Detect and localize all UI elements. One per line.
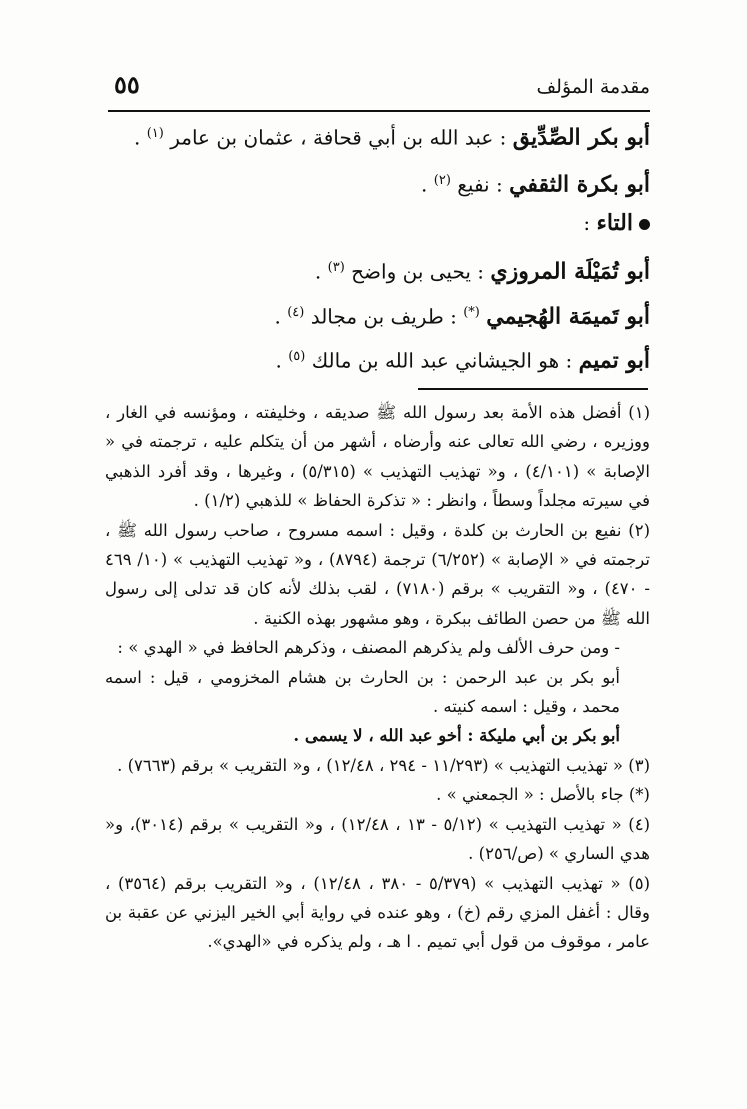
entry-line: أبو بكر الصِّدِّيق : عبد الله بن أبي قحافة ، عثمان بن عامر $^{(١)}$ . [133, 124, 650, 151]
footnote-1: (١) أفضل هذه الأمة بعد رسول الله ﷺ صديقه ، وخليفته ، ومؤنسه في الغار ، ووزيره ، رضي الله تعالى عنه وأرضاه ، أشهر من أن يتكلم عليه ، ترجمته في « الإصابة » (٤/١٠١) ، و« تهذيب التهذيب » (٥/٣١٥) ، وغيرها ، وقد أفرد الذهبي في سيرته مجلداً وسطاً ، وانظر : « تذكرة الحفاظ » للذهبي (١/٢) . [105, 403, 650, 511]
entry-name: أبو بكر الصِّدِّيق [512, 124, 650, 151]
entry-line: أبو بكرة الثقفي : نفيع $^{(٢)}$ . [421, 171, 650, 198]
footnote-ref: (٣) [327, 260, 345, 275]
footnote-3: (٣) « تهذيب التهذيب » (١١/٢٩٣ - ٢٩٤ ، ١٢/٤٨) ، و« التقريب » برقم (٧٦٦٣) . [117, 755, 650, 775]
header-title: مقدمة المؤلف [536, 76, 650, 98]
entry-text: : طريف بن مجالد [304, 304, 464, 329]
footnote-star: (*) جاء بالأصل : « الجمعني » . [436, 785, 650, 805]
footnote-ref: (٤) [287, 305, 305, 320]
page-number: ٥٥ [114, 70, 140, 99]
entry-name: أبو بكرة الثقفي [509, 171, 650, 198]
entry-name: أبو تُمَيْلَة المروزي [490, 258, 650, 285]
footnote-ref: (٢) [433, 173, 451, 188]
star-note-ref: (*) [463, 305, 480, 320]
footnotes [105, 398, 650, 957]
entry-name: أبو تَميمَة الهُجيمي [486, 303, 650, 330]
footnote-ref: (١) [146, 126, 164, 141]
section-letter: التاء [596, 210, 633, 236]
footnote-entry: أبو بكر بن أبي مليكة : أخو عبد الله ، لا يسمى . [293, 726, 620, 746]
running-header [108, 70, 650, 106]
entry-name: أبو تميم [578, 347, 650, 374]
entry-line: أبو تَميمَة الهُجيمي (*) : طريف بن مجالد $^{(٤)}$ . [274, 303, 650, 330]
section-heading: التاء : [120, 209, 650, 237]
footnote-5: (٥) « تهذيب التهذيب » (٥/٣٧٩ - ٣٨٠ ، ١٢/٤٨) ، و« التقريب برقم (٣٥٦٤) ، وقال : أغفل المزي رقم (خ) ، وهو عنده في رواية أبي الخير اليزني عن عقبة بن عامر ، موقوف من قول أبي تميم . ا هـ ، ولم يذكره في «الهدي». [105, 873, 651, 952]
footnote-2: (٢) نفيع بن الحارث بن كلدة ، وقيل : اسمه مسروح ، صاحب رسول الله ﷺ ، ترجمته في « الإصابة » (٦/٢٥٢) ترجمة (٨٧٩٤) ، و« تهذيب التهذيب » (١٠/ ٤٦٩ - ٤٧٠) ، و« التقريب » برقم (٧١٨٠) ، لقب بذلك لأنه كان قد تدلى إلى رسول الله ﷺ من حصن الطائف ببكرة ، وهو مشهور بهذه الكنية . [105, 520, 650, 628]
entry-text: : يحيى بن واضح [344, 259, 491, 284]
header-rule [108, 110, 650, 112]
entry-line: أبو تُمَيْلَة المروزي : يحيى بن واضح $^{(٣)}$ . [314, 258, 650, 285]
bullet-icon [639, 219, 650, 230]
footnote-addendum: - ومن حرف الألف ولم يذكرهم المصنف ، وذكرهم الحافظ في « الهدي » : [117, 638, 620, 658]
entry-text: : عبد الله بن أبي قحافة ، عثمان بن عامر [163, 125, 513, 150]
footnote-ref: (٥) [288, 349, 306, 364]
entry-line: أبو تميم : هو الجيشاني عبد الله بن مالك $^{(٥)}$ . [275, 347, 650, 374]
footnote-entry: أبو بكر بن عبد الرحمن : بن الحارث بن هشام المخزومي ، قيل : اسمه محمد ، وقيل : اسمه كنيته . [105, 667, 620, 717]
footnote-rule [418, 388, 648, 390]
entry-text: : هو الجيشاني عبد الله بن مالك [305, 348, 579, 373]
footnote-4: (٤) « تهذيب التهذيب » (٥/١٢ - ١٣ ، ١٢/٤٨) ، و« التقريب » برقم (٣٠١٤)، و« هدي الساري » (ص/٢٥٦) . [105, 814, 650, 864]
entry-text: : نفيع [450, 172, 510, 197]
